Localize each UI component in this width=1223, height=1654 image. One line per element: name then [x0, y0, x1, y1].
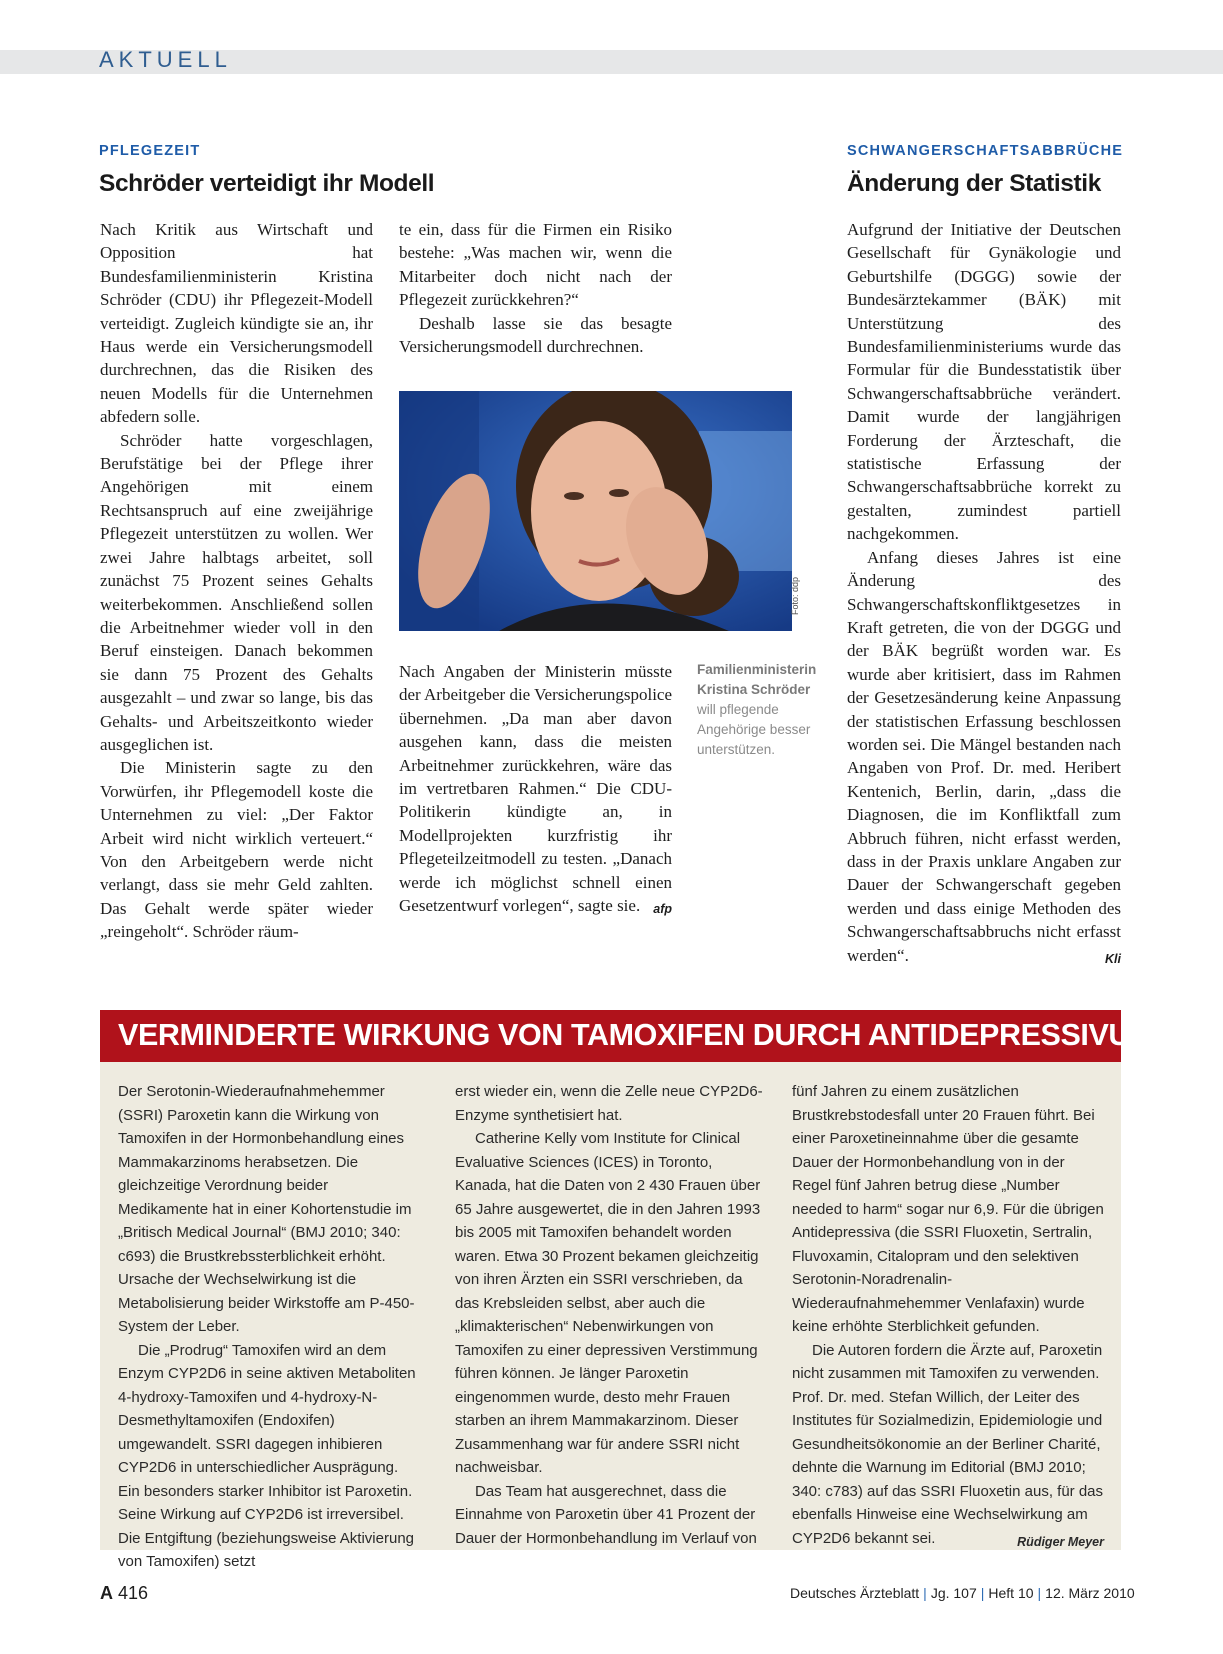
paragraph: fünf Jahren zu einem zusätzlichen Brustkrebstodesfall unter 20 Frauen führt. Bei einer Paroxetineinnahme über die gesamte Dauer der Hormonbehandlung von in der Regel fünf Jahren betrug diese „Number needed to harm“ sogar nur 6,9. Für die übrigen Antidepressiva (die SSRI Fluoxetin, Sertralin, Fluvoxamin, Citalopram und den selektiven Serotonin-Noradrenalin-Wiederaufnahmehemmer Venlafaxin) wurde keine erhöhte Sterblichkeit gefunden.	[792, 1083, 1104, 1335]
paragraph: Aufgrund der Initiative der Deutschen Gesellschaft für Gynäkologie und Geburtshilfe (DGGG) sowie der Bundesärztekammer (BÄK) mit Unterstützung des Bundesfamilienministeriums wurde das Formular für die Bundesstatistik über Schwangerschaftsabbrüche verändert. Damit wurde der langjährigen Forderung der Ärzteschaft, die statistische Erfassung der Schwangerschaftsabbrüche korrekt zu gestalten, zumindest partiell nachgekommen.	[847, 220, 1121, 544]
journal-volume: Jg. 107	[930, 1585, 977, 1601]
separator: |	[923, 1585, 927, 1601]
separator: |	[980, 1585, 985, 1601]
article-credit: afp	[653, 902, 672, 917]
left-article-column-2-bottom	[399, 660, 672, 921]
box-column-2	[455, 1080, 770, 1550]
journal-name: Deutsches Ärzteblatt	[790, 1585, 920, 1601]
journal-date: 12. März 2010	[1045, 1585, 1135, 1601]
paragraph	[847, 546, 1121, 967]
paragraph	[399, 660, 672, 917]
article-credit: Kli	[1105, 951, 1121, 966]
page-number	[100, 1583, 148, 1604]
paragraph: Der Serotonin-Wiederaufnahmehemmer (SSRI) Paroxetin kann die Wirkung von Tamoxifen in der Hormonbehandlung eines Mammakarzinoms herabsetzen. Die gleichzeitige Verordnung beider Medikamente hat in einer Kohortenstudie im „Britisch Medical Journal“ (BMJ 2010; 340: c693) die Brustkrebssterblichkeit erhöht. Ursache der Wechselwirkung ist die Metabolisierung beider Wirkstoffe am P-450-System der Leber.	[118, 1083, 415, 1335]
paragraph: Schröder hatte vorgeschlagen, Berufstätige bei der Pflege ihrer Angehörigen mit einem Rechtsanspruch auf eine zweijährige Pflegezeit unterstützen zu wollen. Wer zwei Jahre halbtags arbeitet, soll zunächst 75 Prozent seines Gehalts weiterbekommen. Anschließend sollen die Arbeitnehmer wieder voll in den Beruf einsteigen. Danach bekommen sie dann 75 Prozent des Gehalts ausgezahlt – und zwar so lange, bis das Gehalts- und Arbeitszeitkonto wieder ausgeglichen ist.	[100, 430, 373, 754]
journal-issue: Heft 10	[988, 1585, 1034, 1601]
section-label: AKTUELL	[99, 47, 232, 72]
right-article-column	[847, 218, 1121, 971]
photo-caption	[697, 660, 827, 760]
paragraph	[792, 1339, 1104, 1551]
journal-footer	[790, 1585, 1135, 1601]
portrait-photo	[399, 391, 792, 631]
box-column-1	[118, 1080, 418, 1574]
caption-text: will pflegende Angehörige besser unterstützen.	[697, 702, 811, 757]
right-article-headline: Änderung der Statistik	[847, 170, 1101, 197]
paragraph: Deshalb lasse sie das besagte Versicherungsmodell durchrechnen.	[399, 313, 672, 357]
paragraph: erst wieder ein, wenn die Zelle neue CYP2D6-Enzyme synthetisiert hat.	[455, 1083, 763, 1124]
portrait-illustration	[399, 391, 792, 631]
paragraph-text: Anfang dieses Jahres ist eine Änderung des Schwangerschaftskonfliktgesetzes in Kraft getreten, die von der DGGG und der BÄK begrüßt worden war. Es wurde aber kritisiert, dass im Rahmen der Gesetzesänderung keine Anpassung der statistischen Erfassung beschlossen worden sei. Die Mängel bestanden nach Angaben von Prof. Dr. med. Heribert Kentenich, Berlin, darin, „dass die Diagnosen, die im Konfliktfall zum Abbruch führen, nicht erfasst werden, dass in der Praxis unklare Angaben zur Dauer der Schwangerschaft gegeben werden und dass einige Methoden des Schwangerschaftsabbruchs nicht erfasst werden“.	[847, 547, 1121, 965]
photo-credit: Foto: ddp	[790, 576, 800, 615]
paragraph: te ein, dass für die Firmen ein Risiko bestehe: „Was machen wir, wenn die Mitarbeiter doch nicht nach der Pflegezeit zurückkehren?“	[399, 220, 672, 310]
paragraph: Catherine Kelly vom Institute for Clinical Evaluative Sciences (ICES) in Toronto, Kanada, hat die Daten von 2 430 Frauen über 65 Jahre ausgewertet, die in den Jahren 1993 bis 2005 mit Tamoxifen behandelt worden waren. Etwa 30 Prozent bekamen gleichzeitig von ihren Ärzten ein SSRI verschrieben, da das Krebsleiden selbst, aber auch die „klimakterischen“ Nebenwirkungen von Tamoxifen zu einer depressiven Verstimmung führen können. Je länger Paroxetin eingenommen wurde, desto mehr Frauen starben an ihrem Mammakarzinom. Dieser Zusammenhang war für andere SSRI nicht nachweisbar.	[455, 1130, 761, 1476]
separator: |	[1037, 1585, 1042, 1601]
caption-name: Familienministerin Kristina Schröder	[697, 662, 817, 697]
paragraph: Das Team hat ausgerechnet, dass die Einnahme von Paroxetin über 41 Prozent der Dauer der Hormonbehandlung im Verlauf von	[455, 1482, 757, 1547]
right-article-kicker: SCHWANGERSCHAFTSABBRÜCHE	[847, 143, 1124, 159]
page-number-value: 416	[118, 1583, 149, 1603]
left-article-headline: Schröder verteidigt ihr Modell	[99, 170, 435, 197]
left-article-column-2-top	[399, 218, 672, 358]
box-column-3	[792, 1080, 1104, 1554]
paragraph: Nach Kritik aus Wirtschaft und Opposition hat Bundesfamilienministerin Kristina Schröder (CDU) ihr Pflegezeit-Modell verteidigt. Zugleich kündigte sie an, ihr Haus werde ein Versicherungsmodell durchrechnen, das die Risiken des neuen Modells für die Unternehmen abfedern solle.	[100, 220, 373, 427]
left-article-kicker: PFLEGEZEIT	[99, 143, 201, 159]
paragraph: Die „Prodrug“ Tamoxifen wird an dem Enzym CYP2D6 in seine aktiven Metaboliten 4-hydroxy-Tamoxifen und 4-hydroxy-N-Desmethyltamoxifen (Endoxifen) umgewandelt. SSRI dagegen inhibieren CYP2D6 in unterschiedlicher Ausprägung. Ein besonders starker Inhibitor ist Paroxetin. Seine Wirkung auf CYP2D6 ist irreversibel. Die Entgiftung (beziehungsweise Aktivierung von Tamoxifen) setzt	[118, 1341, 416, 1570]
page-prefix: A	[100, 1583, 113, 1603]
left-article-column-1	[100, 218, 373, 944]
paragraph: Die Ministerin sagte zu den Vorwürfen, ihr Pflegemodell koste die Unternehmen zu viel: „Der Faktor Arbeit wird nicht wirklich verteuert.“ Von den Arbeitgebern werde nicht verlangt, dass sie mehr Geld zahlten. Das Gehalt werde später wieder „reingeholt“. Schröder räum-	[100, 758, 373, 942]
paragraph-text: Die Autoren fordern die Ärzte auf, Paroxetin nicht zusammen mit Tamoxifen zu verwenden. Prof. Dr. med. Stefan Willich, der Leiter des Institutes für Sozialmedizin, Epidemiologie und Gesundheitsökonomie an der Berliner Charité, dehnte die Warnung im Editorial (BMJ 2010; 340: c783) auf das SSRI Fluoxetin aus, für das ebenfalls Hinweise eine Wechselwirkung am CYP2D6 bekannt sei.	[792, 1341, 1104, 1547]
paragraph-text: Nach Angaben der Ministerin müsste der Arbeitgeber die Versicherungspolice übernehmen. „Da man aber davon ausgehen kann, dass die meisten Arbeitnehmer zurückkehren, wäre das im vertretbaren Rahmen.“ Die CDU-Politikerin kündigte an, in Modellprojekten kurzfristig ihr Pflegeteilzeitmodell zu testen. „Danach werde ich möglichst schnell einen Gesetzentwurf vorlegen“, sagte sie.	[399, 662, 673, 916]
box-author: Rüdiger Meyer	[1017, 1534, 1104, 1549]
info-box-title: VERMINDERTE WIRKUNG VON TAMOXIFEN DURCH ANTIDEPRESSIVUM	[118, 1018, 1156, 1052]
